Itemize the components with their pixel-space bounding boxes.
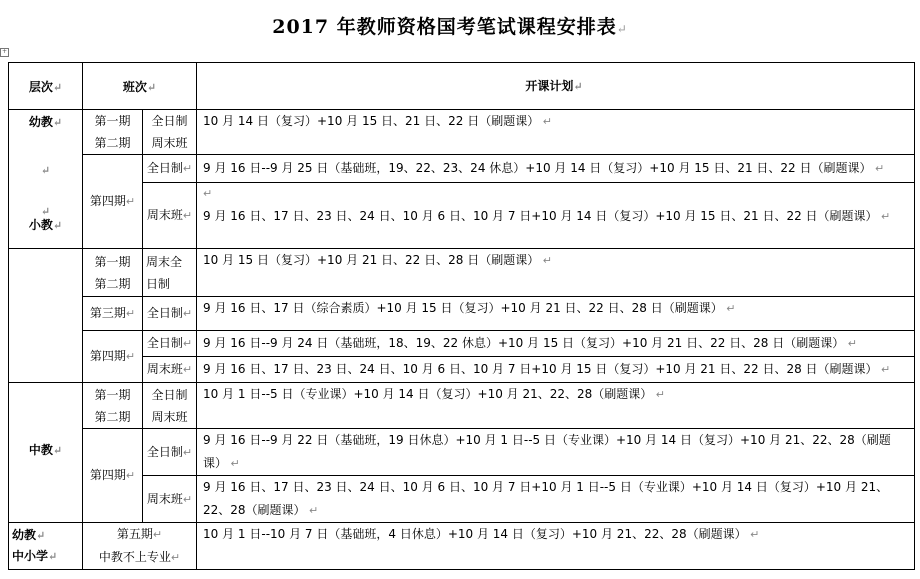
- plan-text: 10 月 14 日（复习）+10 月 15 日、21 日、22 日（刷题课） ↵: [197, 110, 915, 155]
- level-zhongjiao: 中教↵: [9, 383, 83, 523]
- header-level: 层次↵: [9, 63, 83, 110]
- table-row: [9, 429, 915, 476]
- level-combined: 幼教↵ 中小学↵: [9, 523, 83, 570]
- class-period: 第一期 第二期: [83, 383, 143, 429]
- table-row: [9, 476, 915, 523]
- plan-text: 10 月 15 日（复习）+10 月 21 日、22 日、28 日（刷题课） ↵: [197, 249, 915, 297]
- table-anchor-icon: +: [1, 48, 8, 55]
- table-row: [9, 155, 915, 183]
- document-title: 2017 年教师资格国考笔试课程安排表↵: [272, 16, 628, 38]
- table-row: [9, 110, 915, 155]
- level-xiaojiao: 小教↵: [9, 249, 83, 383]
- class-type: 周末班↵: [143, 476, 197, 523]
- header-plan: 开课计划↵: [197, 63, 915, 110]
- class-period: 第三期↵: [83, 297, 143, 331]
- table-row: [9, 331, 915, 357]
- schedule-table: [8, 62, 915, 570]
- plan-text: 9 月 16 日--9 月 25 日（基础班，19、22、23、24 休息）+10 月 14 日（复习）+10 月 15 日、21 日、22 日（刷题课） ↵: [197, 155, 915, 183]
- class-period: 第四期↵: [83, 331, 143, 383]
- class-type: 全日制↵: [143, 297, 197, 331]
- header-class: 班次↵: [83, 63, 197, 110]
- class-type: 全日制↵: [143, 155, 197, 183]
- table-row: [9, 383, 915, 429]
- plan-text: 9 月 16 日、17 日（综合素质）+10 月 15 日（复习）+10 月 21 日、22 日、28 日（刷题课） ↵: [197, 297, 915, 331]
- plan-text: 9 月 16 日、17 日、23 日、24 日、10 月 6 日、10 月 7 日+10 月 15 日（复习）+10 月 21 日、22 日、28 日（刷题课） ↵: [197, 357, 915, 383]
- class-period: 第四期↵: [83, 155, 143, 249]
- class-period: 第一期 第二期: [83, 110, 143, 155]
- plan-text: 10 月 1 日--10 月 7 日（基础班，4 日休息）+10 月 14 日（复习）+10 月 21、22、28（刷题课） ↵: [197, 523, 915, 570]
- class-type: 全日制 周末班: [143, 110, 197, 155]
- table-row: [9, 183, 915, 249]
- plan-text: 9 月 16 日--9 月 24 日（基础班，18、19、22 休息）+10 月 15 日（复习）+10 月 21 日、22 日、28 日（刷题课） ↵: [197, 331, 915, 357]
- plan-text: 9 月 16 日--9 月 22 日（基础班，19 日休息）+10 月 1 日--5 日（专业课）+10 月 14 日（复习）+10 月 21、22、28（刷题课） ↵: [197, 429, 915, 476]
- plan-text: 10 月 1 日--5 日（专业课）+10 月 14 日（复习）+10 月 21、22、28（刷题课） ↵: [197, 383, 915, 429]
- plan-text: 9 月 16 日、17 日、23 日、24 日、10 月 6 日、10 月 7 日+10 月 1 日--5 日（专业课）+10 月 14 日（复习）+10 月 21、22、28（刷题课） ↵: [197, 476, 915, 523]
- class-type: 全日制↵: [143, 429, 197, 476]
- header-row: [9, 63, 915, 110]
- plan-text: ↵ 9 月 16 日、17 日、23 日、24 日、10 月 6 日、10 月 7 日+10 月 14 日（复习）+10 月 15 日、21 日、22 日（刷题课） ↵: [197, 183, 915, 249]
- table-row: [9, 297, 915, 331]
- class-combined: 第五期↵ 中教不上专业↵: [83, 523, 197, 570]
- class-type: 周末全 日制: [143, 249, 197, 297]
- table-row: [9, 249, 915, 297]
- class-type: 全日制↵: [143, 331, 197, 357]
- class-period: 第四期↵: [83, 429, 143, 523]
- class-period: 第一期 第二期: [83, 249, 143, 297]
- class-type: 周末班↵: [143, 183, 197, 249]
- table-row: [9, 357, 915, 383]
- class-type: 周末班↵: [143, 357, 197, 383]
- level-youjiao: 幼教↵ ↵ ↵: [9, 110, 83, 249]
- table-row: [9, 523, 915, 570]
- class-type: 全日制 周末班: [143, 383, 197, 429]
